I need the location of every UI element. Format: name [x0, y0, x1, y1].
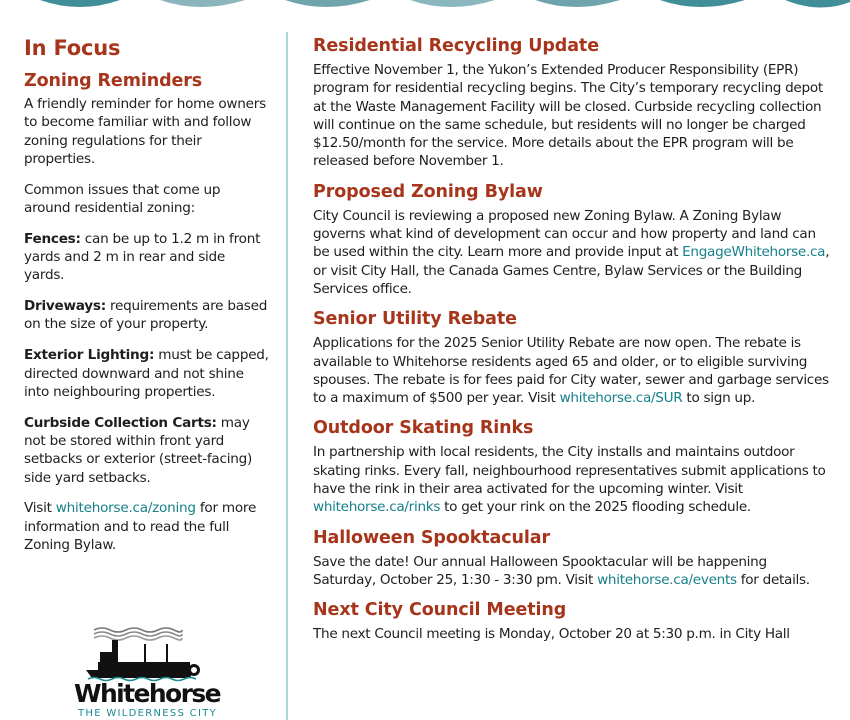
rinks-link[interactable]: whitehorse.ca/rinks [313, 499, 441, 516]
article-body [313, 625, 833, 643]
zoning-item-exterior-lighting [24, 346, 269, 401]
article-text: Applications for the 2025 Senior Utility Rebate are now open. The rebate is available to Whitehorse residents aged 65 and older, or to eligible surviving spouses. The rebate is for fees paid for City water, sewer and garbage services to a maximum of $500 per year. Visit [313, 335, 829, 407]
article-text: The next Council meeting is Monday, October 20 at 5:30 p.m. in City Hall [313, 626, 790, 643]
article-body [313, 553, 833, 590]
article-halloween [313, 526, 833, 590]
sidebar-intro: A friendly reminder for home owners to become familiar with and follow zoning regulations for their properties. [24, 96, 266, 167]
article-text: Effective November 1, the Yukon’s Extended Producer Responsibility (EPR) program for residential recycling begins. The City’s temporary recycling depot at the Waste Management Facility will be closed. Curbside recycling collection will continue on the same schedule, but residents will no longer be charged $12.50/month for the service. More details about the EPR program will be released before November 1. [313, 62, 823, 170]
sidebar-visit [24, 499, 269, 554]
article-text: to sign up. [682, 390, 756, 407]
in-focus-sidebar [24, 34, 269, 554]
article-recycling [313, 34, 833, 171]
article-zoning-bylaw [313, 180, 833, 298]
article-title: Halloween Spooktacular [313, 527, 550, 548]
whitehorse-logo [70, 624, 220, 720]
logo-wordmark: Whitehorse [74, 679, 220, 708]
article-body [313, 334, 833, 407]
article-title: Next City Council Meeting [313, 600, 567, 621]
zoning-item-curbside-carts [24, 414, 269, 487]
zoning-link[interactable]: whitehorse.ca/zoning [55, 500, 196, 517]
zoning-item-term: Driveways: [24, 298, 106, 315]
decorative-wave-band [0, 0, 850, 14]
article-text: for details. [736, 571, 810, 588]
article-text: In partnership with local residents, the City installs and maintains outdoor skating rinks. Every fall, neighbourhood representatives submit applications to have the rink in their area activated for the upcoming winter. Visit [313, 444, 826, 498]
article-council-meeting [313, 598, 833, 643]
zoning-item-term: Fences: [24, 230, 81, 247]
zoning-item-text: can be up to 1.2 m in front yards and 2 m in rear and side yards. [24, 230, 261, 284]
article-title: Senior Utility Rebate [313, 309, 517, 330]
zoning-item-fences [24, 230, 269, 285]
article-text: Save the date! Our annual Halloween Spooktacular will be happening Saturday, October 25, 1:30 - 3:30 pm. Visit [313, 553, 767, 588]
visit-suffix: for more information and to read the full Zoning Bylaw. [24, 500, 257, 553]
article-text: City Council is reviewing a proposed new Zoning Bylaw. A Zoning Bylaw governs what kind of development can occur and how property and land can be used within the city. Learn more and provide input at [313, 207, 816, 261]
sur-link[interactable]: whitehorse.ca/SUR [559, 390, 683, 407]
sidebar-title: In Focus [24, 36, 121, 60]
article-skating-rinks [313, 416, 833, 516]
article-senior-rebate [313, 307, 833, 407]
zoning-item-text: may not be stored within front yard setbacks or exterior (street-facing) side yard setbacks. [24, 414, 253, 486]
visit-prefix: Visit [24, 500, 56, 517]
article-text: , or visit City Hall, the Canada Games Centre, Bylaw Services or the Building Services office. [313, 244, 830, 297]
article-title: Outdoor Skating Rinks [313, 418, 534, 439]
logo-tagline: THE WILDERNESS CITY [78, 708, 218, 719]
article-body [313, 443, 833, 516]
column-divider [286, 32, 288, 720]
sidebar-subtitle: Zoning Reminders [24, 71, 203, 91]
news-column [313, 34, 833, 653]
sidebar-common-issues: Common issues that come up around residential zoning: [24, 181, 221, 216]
engage-whitehorse-link[interactable]: EngageWhitehorse.ca [682, 244, 826, 261]
article-text: to get your rink on the 2025 flooding schedule. [440, 499, 751, 516]
zoning-item-term: Exterior Lighting: [24, 347, 155, 364]
events-link[interactable]: whitehorse.ca/events [597, 571, 737, 588]
article-body [313, 61, 833, 171]
article-title: Residential Recycling Update [313, 36, 599, 56]
sternwheeler-icon [70, 624, 220, 682]
zoning-item-term: Curbside Collection Carts: [24, 414, 217, 431]
zoning-item-driveways [24, 297, 269, 334]
zoning-item-text: must be capped, directed downward and not shine into neighbouring properties. [24, 347, 269, 400]
zoning-item-text: requirements are based on the size of your property. [24, 298, 268, 333]
article-title: Proposed Zoning Bylaw [313, 181, 543, 202]
article-body [313, 207, 833, 298]
